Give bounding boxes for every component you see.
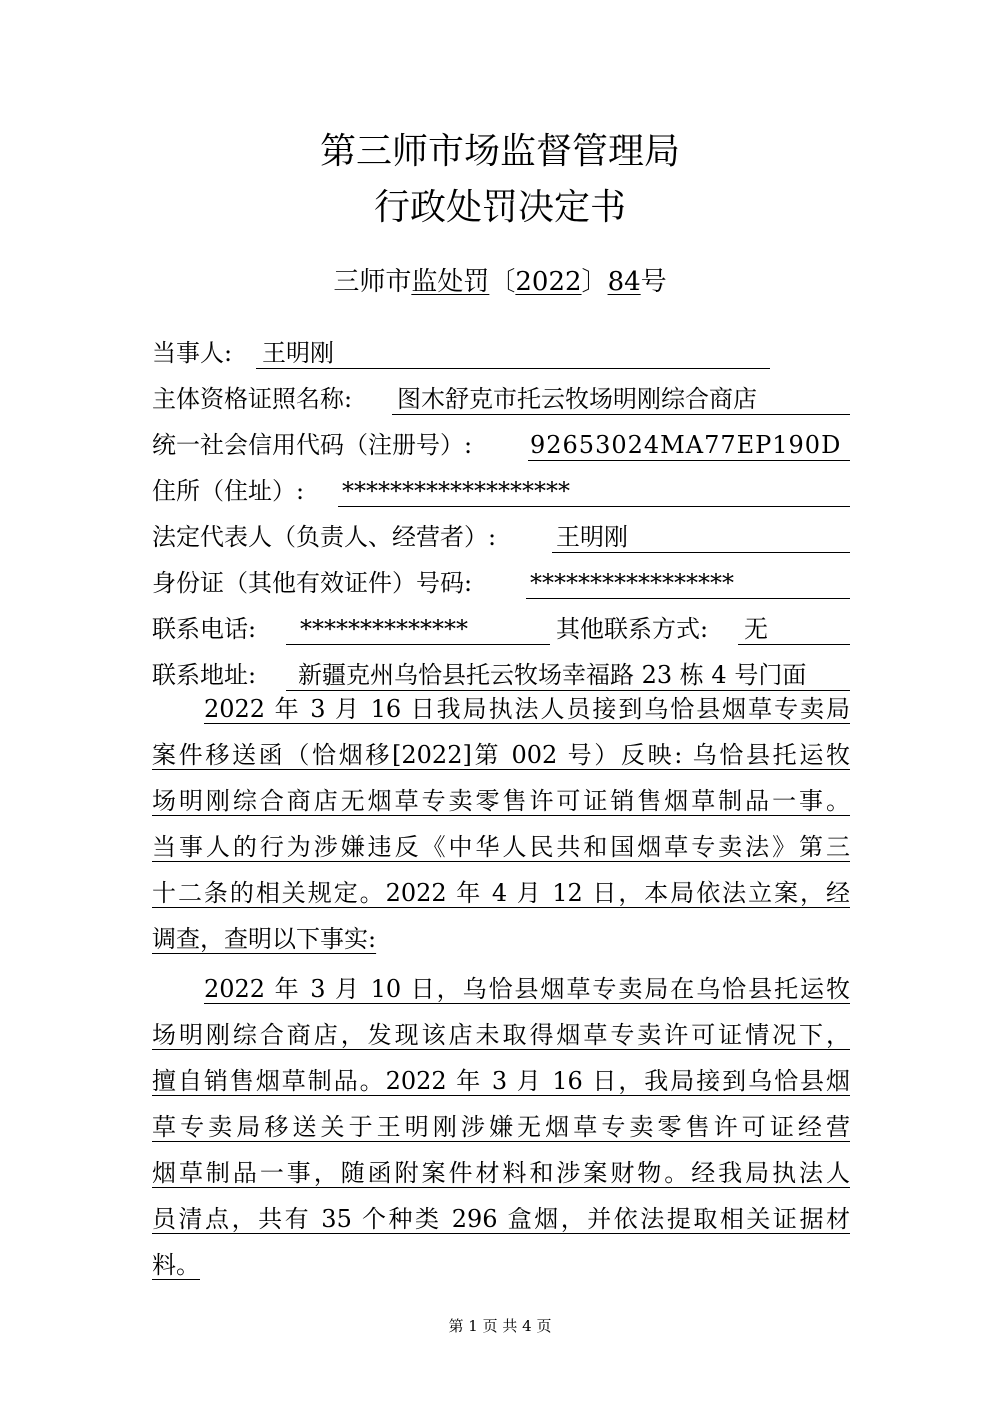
paragraph-line: 2022 年 3 月 10 日，乌恰县烟草专卖局在乌恰县托运牧	[204, 975, 850, 1003]
address-value: *******************	[342, 477, 570, 505]
paragraph-line: 十二条的相关规定。2022 年 4 月 12 日，本局依法立案，经	[152, 879, 850, 907]
paragraph-line: 擅自销售烟草制品。2022 年 3 月 16 日，我局接到乌恰县烟	[152, 1067, 850, 1095]
paragraph-line: 料。	[152, 1251, 200, 1279]
paragraph-line: 草专卖局移送关于王明刚涉嫌无烟草专卖零售许可证经营	[152, 1113, 850, 1141]
paragraph-line: 员清点，共有 35 个种类 296 盒烟，并依法提取相关证据材	[152, 1205, 850, 1233]
phone-label: 联系电话:	[152, 615, 257, 643]
id-number-label: 身份证（其他有效证件）号码:	[152, 569, 473, 597]
paragraph-line: 烟草制品一事，随函附案件材料和涉案财物。经我局执法人	[152, 1159, 850, 1187]
paragraph-case-summary	[152, 686, 850, 962]
paragraph-line: 场明刚综合商店，发现该店未取得烟草专卖许可证情况下，	[152, 1021, 850, 1049]
doc-number-prefix: 三师市	[333, 267, 412, 297]
paragraph-line: 调查，查明以下事实:	[152, 925, 377, 953]
id-number-value: *****************	[530, 569, 734, 597]
paragraph-line: 2022 年 3 月 16 日我局执法人员接到乌恰县烟草专卖局	[204, 695, 850, 723]
doc-number-num: 84	[607, 267, 641, 297]
paragraph-line: 案件移送函（恰烟移[2022]第 002 号）反映: 乌恰县托运牧	[152, 741, 850, 769]
document-subtitle: 行政处罚决定书	[373, 187, 626, 228]
entity-value: 图木舒克市托云牧场明刚综合商店	[397, 385, 757, 413]
phone-value: **************	[300, 615, 468, 643]
doc-number-bracket-open: 〔	[489, 267, 516, 297]
other-contact-label: 其他联系方式:	[556, 615, 709, 643]
doc-number-bracket-close: 〕	[581, 267, 608, 297]
party-label: 当事人:	[152, 339, 233, 367]
page-number: 第 1 页 共 4 页	[448, 1317, 552, 1335]
document-number	[0, 266, 1000, 298]
paragraph-line: 场明刚综合商店无烟草专卖零售许可证销售烟草制品一事。	[152, 787, 850, 815]
doc-number-type: 监处罚	[411, 267, 490, 297]
legal-rep-value: 王明刚	[556, 523, 628, 551]
document-title: 第三师市场监督管理局	[319, 131, 680, 172]
contact-address-value: 新疆克州乌恰县托云牧场幸福路 23 栋 4 号门面	[298, 661, 807, 689]
credit-code-label: 统一社会信用代码（注册号）:	[152, 431, 473, 459]
party-value: 王明刚	[262, 339, 334, 367]
credit-code-value: 92653024MA77EP190D	[530, 431, 842, 459]
address-label: 住所（住址）:	[152, 477, 305, 505]
other-contact-value: 无	[744, 615, 768, 643]
doc-number-year: 2022	[515, 267, 582, 297]
contact-address-label: 联系地址:	[152, 661, 257, 689]
doc-number-suffix: 号	[640, 267, 667, 297]
entity-label: 主体资格证照名称:	[152, 385, 353, 413]
paragraph-line: 当事人的行为涉嫌违反《中华人民共和国烟草专卖法》第三	[152, 833, 850, 861]
legal-rep-label: 法定代表人（负责人、经营者）:	[152, 523, 497, 551]
paragraph-facts	[152, 966, 850, 1288]
